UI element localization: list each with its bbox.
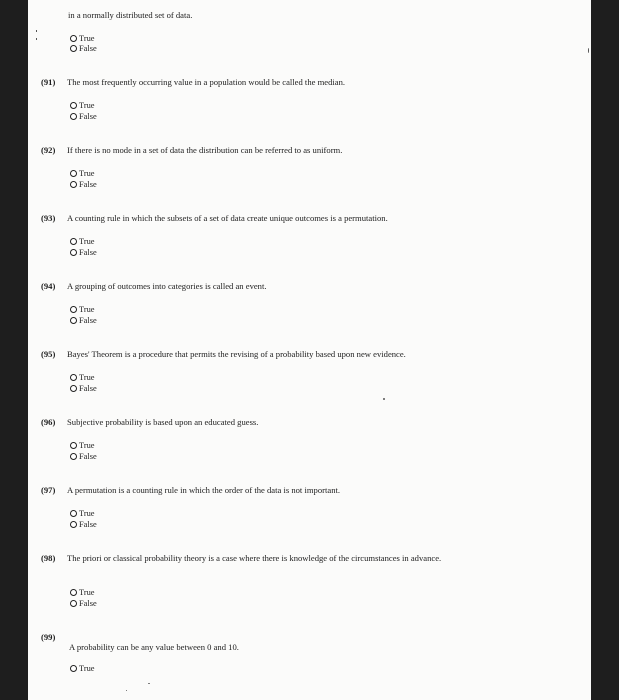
- radio-icon[interactable]: [70, 385, 77, 392]
- radio-icon[interactable]: [70, 442, 77, 449]
- option-false[interactable]: False: [70, 383, 97, 393]
- question-text: A permutation is a counting rule in which the order of the data is not important.: [67, 485, 341, 495]
- radio-icon[interactable]: [70, 665, 77, 672]
- question-number: (98): [41, 553, 56, 563]
- document-page: [28, 0, 591, 700]
- question-number: (91): [41, 77, 56, 87]
- question-text: A probability can be any value between 0 and 10.: [69, 642, 239, 652]
- option-false[interactable]: False: [70, 43, 97, 53]
- radio-icon[interactable]: [70, 181, 77, 188]
- radio-icon[interactable]: [70, 170, 77, 177]
- radio-icon[interactable]: [70, 238, 77, 245]
- question-text: A counting rule in which the subsets of a set of data create unique outcomes is a permutation.: [67, 213, 388, 223]
- radio-icon[interactable]: [70, 317, 77, 324]
- question-text: A grouping of outcomes into categories is called an event.: [67, 281, 267, 291]
- option-false[interactable]: False: [70, 111, 97, 121]
- question-number: (95): [41, 349, 56, 359]
- scan-speck: [148, 683, 150, 684]
- option-true[interactable]: True: [70, 168, 95, 178]
- radio-icon[interactable]: [70, 102, 77, 109]
- question-number: (92): [41, 145, 56, 155]
- option-false[interactable]: False: [70, 519, 97, 529]
- option-true[interactable]: True: [70, 663, 95, 673]
- radio-icon[interactable]: [70, 521, 77, 528]
- radio-icon[interactable]: [70, 306, 77, 313]
- question-number: (93): [41, 213, 56, 223]
- question-text: Bayes' Theorem is a procedure that permits the revising of a probability based upon new evidence.: [67, 349, 406, 359]
- radio-icon[interactable]: [70, 45, 77, 52]
- radio-icon[interactable]: [70, 600, 77, 607]
- scan-mark: [36, 30, 37, 32]
- radio-icon[interactable]: [70, 35, 77, 42]
- option-true[interactable]: True: [70, 372, 95, 382]
- option-true[interactable]: True: [70, 100, 95, 110]
- option-false[interactable]: False: [70, 315, 97, 325]
- option-true[interactable]: True: [70, 33, 95, 43]
- radio-icon[interactable]: [70, 453, 77, 460]
- radio-icon[interactable]: [70, 113, 77, 120]
- radio-icon[interactable]: [70, 510, 77, 517]
- radio-icon[interactable]: [70, 249, 77, 256]
- option-false[interactable]: False: [70, 451, 97, 461]
- option-true[interactable]: True: [70, 508, 95, 518]
- option-true[interactable]: True: [70, 236, 95, 246]
- scan-mark: [36, 38, 37, 40]
- question-number: (96): [41, 417, 56, 427]
- scan-speck: [588, 48, 589, 53]
- question-text: The priori or classical probability theory is a case where there is knowledge of the circumstances in advance.: [67, 553, 442, 563]
- option-false[interactable]: False: [70, 247, 97, 257]
- option-true[interactable]: True: [70, 304, 95, 314]
- option-true[interactable]: True: [70, 587, 95, 597]
- intro-line: in a normally distributed set of data.: [68, 10, 193, 20]
- option-false[interactable]: False: [70, 179, 97, 189]
- scan-speck: [126, 690, 127, 691]
- question-text: The most frequently occurring value in a population would be called the median.: [67, 77, 346, 87]
- option-false[interactable]: False: [70, 598, 97, 608]
- scan-speck: [383, 398, 385, 400]
- question-number: (97): [41, 485, 56, 495]
- question-text: If there is no mode in a set of data the distribution can be referred to as uniform.: [67, 145, 343, 155]
- question-text: Subjective probability is based upon an educated guess.: [67, 417, 259, 427]
- radio-icon[interactable]: [70, 374, 77, 381]
- question-number: (99): [41, 632, 56, 642]
- option-true[interactable]: True: [70, 440, 95, 450]
- radio-icon[interactable]: [70, 589, 77, 596]
- question-number: (94): [41, 281, 56, 291]
